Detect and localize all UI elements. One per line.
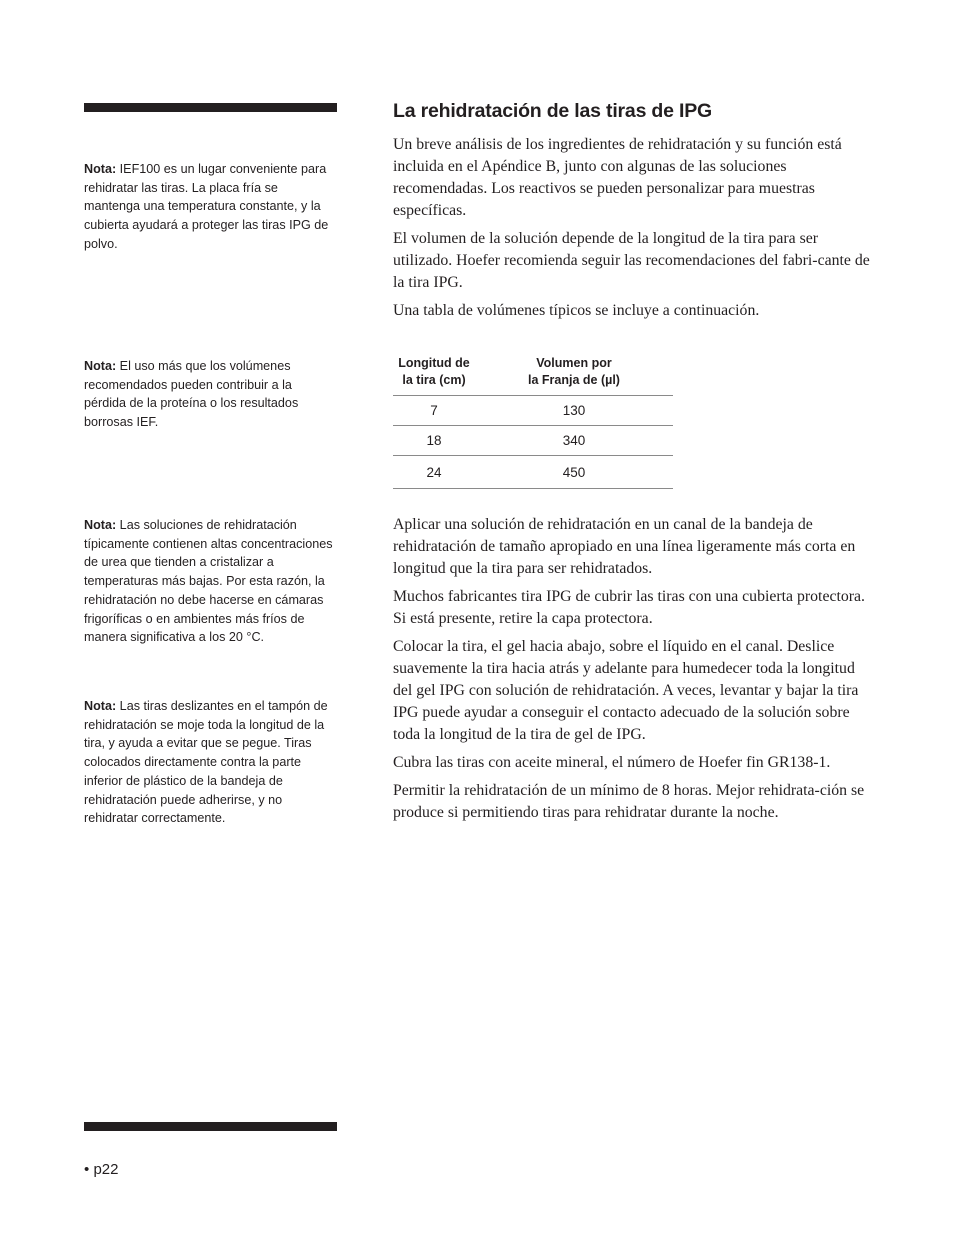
note-label: Nota: (84, 699, 117, 713)
table-row (393, 456, 673, 489)
step-paragraph: Permitir la rehidratación de un mínimo de 8 horas. Mejor rehidrata-ción se produce si permitiendo tiras para rehidratar durante la noche. (393, 782, 865, 821)
page-number (84, 1161, 118, 1178)
cell-volume: 450 (475, 456, 673, 489)
step-paragraph: Muchos fabricantes tira IPG de cubrir las tiras con una cubierta protectora. Si está presente, retire la capa protectora. (393, 588, 865, 627)
note-label: Nota: (84, 359, 117, 373)
cell-volume: 340 (475, 426, 673, 456)
intro-paragraph: Una tabla de volúmenes típicos se incluye a continuación. (393, 302, 760, 319)
intro-paragraph: Un breve análisis de los ingredientes de rehidratación y su función está incluida en el Apéndice B, junto con algunas de las soluciones recomendadas. Los reactivos se pueden personalizar para muestras específicas. (393, 136, 842, 219)
sidebar-note-volume (84, 357, 336, 432)
cell-length: 18 (393, 426, 475, 456)
note-text: IEF100 es un lugar conveniente para rehidratar las tiras. La placa fría se mantenga una temperatura constante, y la cubierta ayudará a proteger las tiras IPG de polvo. (84, 162, 329, 251)
header-volume: Volumen por la Franja de (µl) (475, 352, 673, 396)
note-label: Nota: (84, 162, 117, 176)
section-heading: La rehidratación de las tiras de IPG (393, 100, 712, 122)
note-text: Las soluciones de rehidratación típicamente contienen altas concentraciones de urea que tienden a cristalizar a temperaturas más bajas. Por esta razón, la rehidratación no debe hacerse en cámaras frigoríficas o en ambientes más fríos de manera significativa a los 20 °C. (84, 518, 333, 645)
sidebar-note-urea (84, 516, 336, 647)
page-number-text: p22 (93, 1161, 119, 1178)
sidebar-note-sliding (84, 697, 336, 828)
cell-length: 24 (393, 456, 475, 489)
note-text: Las tiras deslizantes en el tampón de rehidratación se moje toda la longitud de la tira, y ayuda a evitar que se pegue. Tiras colocados directamente contra la parte inferior de plástico de la bandeja de rehidratación puede adherirse, y no rehidratar correctamente. (84, 699, 328, 826)
header-strip-length: Longitud de la tira (cm) (393, 352, 475, 396)
table-row (393, 426, 673, 456)
bottom-margin-rule (84, 1122, 337, 1131)
cell-volume: 130 (475, 396, 673, 426)
cell-length: 7 (393, 396, 475, 426)
note-label: Nota: (84, 518, 117, 532)
step-paragraph: Aplicar una solución de rehidratación en un canal de la bandeja de rehidratación de tamaño apropiado en una línea ligeramente más corta en longitud que la tira para ser rehidratados. (393, 516, 856, 577)
intro-paragraph: El volumen de la solución depende de la longitud de la tira para ser utilizado. Hoefer recomienda seguir las recomendaciones del fabri-cante de la tira IPG. (393, 230, 870, 291)
step-paragraph: Colocar la tira, el gel hacia abajo, sobre el líquido en el canal. Deslice suavemente la tira hacia atrás y adelante para humedecer toda la longitud del gel IPG con solución de rehidratación. A veces, levantar y bajar la tira IPG puede ayudar a conseguir el contacto adecuado de la solución sobre toda la longitud de la tira de gel de IPG. (393, 638, 859, 743)
intro-text (393, 134, 873, 328)
note-text: El uso más que los volúmenes recomendados pueden contribuir a la pérdida de la proteína o los resultados borrosas IEF. (84, 359, 299, 430)
volume-table (393, 352, 673, 489)
sidebar-note-ief100 (84, 160, 336, 254)
bullet-icon: • (84, 1161, 90, 1178)
table-row (393, 396, 673, 426)
step-paragraph: Cubra las tiras con aceite mineral, el número de Hoefer fin GR138-1. (393, 754, 831, 771)
table-header-row (393, 352, 673, 396)
top-margin-rule (84, 103, 337, 112)
steps-text (393, 514, 873, 830)
